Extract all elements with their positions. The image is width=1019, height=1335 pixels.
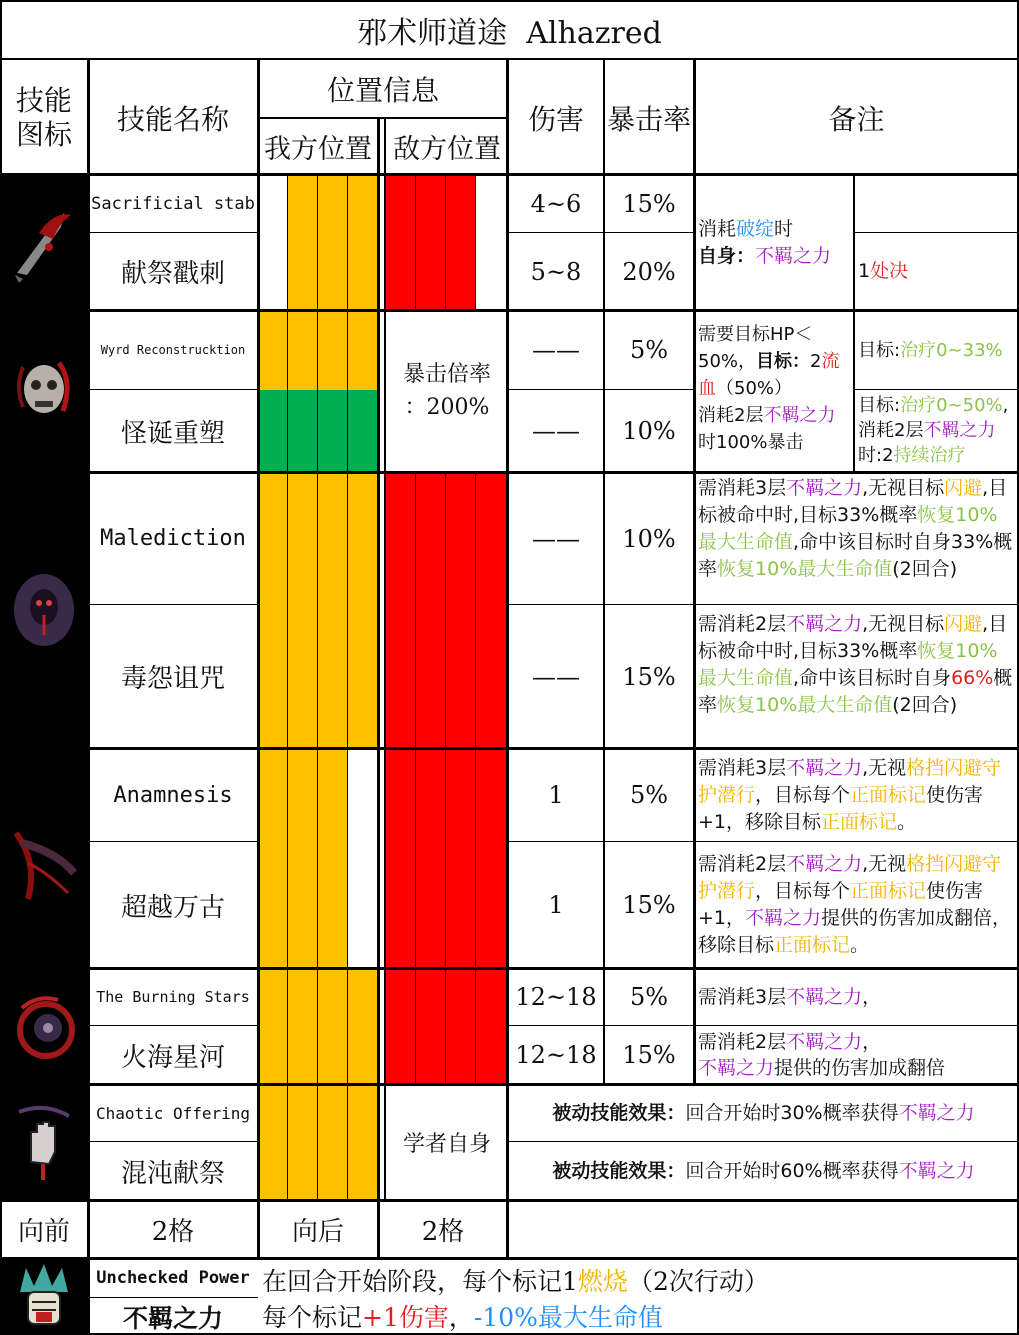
damage-value: —— bbox=[532, 417, 580, 445]
grid-line bbox=[693, 58, 696, 1084]
note-sacrificial: 消耗破绽时 自身：不羁之力 bbox=[698, 217, 832, 267]
move-forward-label: 向前 bbox=[17, 1216, 70, 1247]
enemy-position-cell bbox=[386, 748, 416, 968]
grid-line bbox=[508, 1141, 1019, 1142]
grid-line bbox=[694, 841, 1019, 842]
enemy-position-cell bbox=[446, 175, 476, 310]
damage-value: 1 bbox=[548, 781, 564, 809]
damage-value: 12~18 bbox=[515, 1041, 597, 1069]
grid-line bbox=[508, 841, 694, 842]
enemy-position-cell bbox=[446, 968, 476, 1084]
crit-value: 15% bbox=[622, 190, 676, 218]
note-chaotic: 被动技能效果： 回合开始时30%概率获得 不羁之力 bbox=[552, 1101, 975, 1124]
note-malediction-b: 需消耗2层不羁之力,无视目标闪避,目标被命中时,目标33%概率恢复10%最大生命值,命中该目标时自身66%概率恢复10%最大生命值(2回合) bbox=[698, 613, 1013, 716]
enemy-position-cell bbox=[416, 472, 446, 748]
ally-heal-position-cell bbox=[348, 390, 378, 472]
trait-line-1: 在回合开始阶段，每个标记1 燃烧 （2次行动） bbox=[262, 1267, 769, 1296]
ally-position-cell bbox=[288, 310, 318, 390]
grid-line bbox=[257, 58, 260, 1258]
ally-position-cell bbox=[348, 175, 378, 310]
grid-line bbox=[694, 604, 1019, 605]
enemy-position-cell bbox=[386, 472, 416, 748]
note-burning: 需消耗3层 不羁之力 ， bbox=[698, 985, 882, 1008]
grid-line bbox=[347, 175, 348, 1200]
enemy-position-cell bbox=[446, 748, 476, 968]
grid-line bbox=[0, 309, 1019, 312]
page-title bbox=[0, 0, 1019, 60]
skill-cn-wyrd: 怪诞重塑 bbox=[120, 418, 225, 449]
grid-line bbox=[0, 1199, 1019, 1202]
shadow-curse-icon bbox=[0, 472, 88, 748]
ally-position-cell bbox=[318, 310, 348, 390]
enemy-position-cell bbox=[386, 968, 416, 1084]
crit-value: 10% bbox=[622, 417, 676, 445]
grid-line bbox=[0, 173, 1019, 176]
enemy-position-cell bbox=[476, 472, 506, 748]
grid-line bbox=[0, 1083, 1019, 1086]
grid-line bbox=[415, 175, 416, 310]
ally-position-cell bbox=[318, 1084, 348, 1200]
enemy-position-cell bbox=[386, 175, 416, 310]
ally-position-cell bbox=[348, 968, 378, 1084]
grid-line bbox=[0, 967, 1019, 970]
grid-line bbox=[854, 389, 1019, 390]
ally-position-cell bbox=[318, 472, 348, 748]
grid-line bbox=[415, 472, 416, 1084]
header-name: 技能名称 bbox=[116, 102, 229, 136]
damage-value: —— bbox=[532, 336, 580, 364]
grid-line bbox=[0, 471, 1019, 474]
skill-cn-anamnesis: 超越万古 bbox=[120, 892, 225, 923]
header-ally-pos: 我方位置 bbox=[264, 134, 372, 165]
damage-value: 5~8 bbox=[530, 257, 582, 286]
enemy-position-cell bbox=[446, 472, 476, 748]
ally-heal-position-cell bbox=[288, 390, 318, 472]
note-anamnesis: 需消耗3层不羁之力,无视格挡闪避守护潜行，目标每个正面标记使伤害+1，移除目标正面标记。 bbox=[698, 757, 1002, 833]
trait-en: Unchecked Power bbox=[96, 1268, 250, 1288]
grid-line bbox=[853, 175, 855, 472]
skill-en-anamnesis: Anamnesis bbox=[113, 782, 233, 808]
grid-line bbox=[258, 117, 508, 119]
title-text: 邪术师道途 Alhazred bbox=[357, 16, 662, 51]
skill-cn-chaotic: 混沌献祭 bbox=[120, 1158, 225, 1189]
grid-line bbox=[854, 232, 1019, 233]
grid-line bbox=[508, 232, 694, 233]
damage-value: 4~6 bbox=[530, 190, 582, 218]
grid-line bbox=[445, 472, 446, 1084]
crit-value: 5% bbox=[629, 336, 669, 364]
ally-position-cell bbox=[288, 472, 318, 748]
grid-line bbox=[508, 1025, 694, 1026]
header-crit: 暴击率 bbox=[606, 102, 691, 136]
ally-heal-position-cell bbox=[318, 390, 348, 472]
note-chaotic-b: 被动技能效果： 回合开始时60%概率获得 不羁之力 bbox=[552, 1159, 975, 1182]
ally-position-cell bbox=[288, 748, 318, 968]
grid-line bbox=[88, 389, 258, 390]
crit-value: 15% bbox=[622, 662, 676, 691]
grid-line bbox=[0, 0, 1019, 2]
enemy-position-cell bbox=[416, 175, 446, 310]
ally-position-cell bbox=[318, 748, 348, 968]
damage-value: —— bbox=[532, 662, 580, 691]
grid-line bbox=[445, 175, 446, 310]
header-note: 备注 bbox=[828, 102, 885, 136]
enemy-position-cell bbox=[476, 748, 506, 968]
grid-line bbox=[0, 58, 1019, 60]
ally-position-cell bbox=[288, 968, 318, 1084]
ally-position-cell bbox=[318, 175, 348, 310]
note-wyrd-c: 目标:治疗0~50%,消耗2层不羁之力时:2持续治疗 bbox=[858, 395, 1009, 466]
move-back-label: 向后 bbox=[291, 1216, 344, 1247]
crit-value: 20% bbox=[622, 257, 676, 286]
crit-value: 5% bbox=[629, 983, 669, 1011]
burning-orb-icon bbox=[0, 968, 88, 1084]
grid-line bbox=[88, 1141, 258, 1142]
grid-line bbox=[508, 389, 694, 390]
damage-value: 12~18 bbox=[515, 983, 597, 1011]
bloody-dagger-icon bbox=[0, 175, 88, 310]
grid-line bbox=[0, 0, 2, 1335]
enemy-position-cell bbox=[476, 968, 506, 1084]
grid-line bbox=[377, 1200, 380, 1258]
grid-line bbox=[384, 117, 386, 175]
trait-line-2: 每个标记 +1伤害 ， -10%最大生命值 bbox=[262, 1303, 663, 1332]
skill-en-wyrd: Wyrd Reconstrucktion bbox=[100, 343, 246, 357]
skill-cn-malediction: 毒怨诅咒 bbox=[120, 664, 225, 694]
crit-value: 5% bbox=[629, 781, 669, 809]
damage-value: —— bbox=[532, 524, 580, 553]
ally-position-cell bbox=[288, 1084, 318, 1200]
raised-fist-icon bbox=[0, 1258, 88, 1335]
grid-line bbox=[694, 1025, 1019, 1026]
skill-en-sacrificial: Sacrificial stab bbox=[91, 194, 255, 214]
grid-line bbox=[317, 175, 318, 1200]
ally-position-cell bbox=[258, 748, 288, 968]
skill-en-chaotic: Chaotic Offering bbox=[95, 1103, 251, 1123]
ally-position-cell bbox=[318, 968, 348, 1084]
skill-cn-sacrificial: 献祭戳刺 bbox=[120, 259, 225, 289]
skill-cn-burning: 火海星河 bbox=[120, 1042, 225, 1073]
damage-value: 1 bbox=[548, 891, 564, 919]
note-sacrificial-b: 1 处决 bbox=[858, 260, 909, 282]
note-malediction: 需消耗3层不羁之力,无视目标闪避,目标被命中时,目标33%概率恢复10%最大生命值,命中该目标时自身33%概率恢复10%最大生命值(2回合) bbox=[698, 477, 1013, 580]
move-back-value: 2格 bbox=[421, 1216, 465, 1247]
note-wyrd: 需要目标HP＜50%，目标：2流血（50%） 消耗2层不羁之力时100%暴击 bbox=[698, 324, 840, 453]
ally-position-cell bbox=[348, 1084, 378, 1200]
enemy-position-cell bbox=[416, 748, 446, 968]
grid-line bbox=[88, 841, 258, 842]
ally-position-cell bbox=[348, 310, 378, 390]
trait-cn: 不羁之力 bbox=[122, 1303, 223, 1333]
header-icon: 技能 图标 bbox=[15, 83, 72, 151]
grid-line bbox=[508, 604, 694, 605]
ally-position-cell bbox=[258, 1084, 288, 1200]
grid-line bbox=[88, 1025, 258, 1026]
note-wyrd-b: 目标: 治疗0~33% bbox=[858, 339, 1003, 361]
grid-line bbox=[0, 747, 1019, 750]
grid-line bbox=[87, 58, 90, 1335]
enemy-position-cell bbox=[416, 968, 446, 1084]
crit-multiplier: 暴击倍率 ：200% bbox=[386, 310, 508, 472]
grid-line bbox=[88, 1297, 258, 1298]
grid-line bbox=[287, 175, 288, 1200]
crit-value: 15% bbox=[622, 1041, 676, 1069]
skill-en-burning: The Burning Stars bbox=[96, 988, 250, 1006]
header-damage: 伤害 bbox=[527, 102, 584, 136]
grid-line bbox=[88, 604, 258, 605]
ally-position-cell bbox=[288, 175, 318, 310]
grid-line bbox=[475, 472, 476, 1084]
crimson-slash-icon bbox=[0, 748, 88, 968]
ally-position-cell bbox=[258, 968, 288, 1084]
header-enemy-pos: 敌方位置 bbox=[393, 134, 501, 165]
crit-value: 15% bbox=[622, 891, 676, 919]
ally-position-cell bbox=[348, 472, 378, 748]
note-burning-b: 需消耗2层不羁之力， 不羁之力提供的伤害加成翻倍 bbox=[698, 1031, 946, 1079]
note-anamnesis-b: 需消耗2层不羁之力,无视格挡闪避守护潜行，目标每个正面标记使伤害+1，不羁之力提供的伤害加成翻倍，移除目标正面标记。 bbox=[698, 853, 1012, 956]
grid-line bbox=[0, 1257, 1019, 1260]
grid-line bbox=[506, 58, 509, 1258]
grid-line bbox=[88, 232, 258, 233]
grid-line bbox=[475, 175, 476, 310]
grid-line bbox=[384, 175, 386, 1200]
crit-value: 10% bbox=[622, 524, 676, 553]
skull-face-icon bbox=[0, 310, 88, 472]
move-forward-value: 2格 bbox=[151, 1216, 195, 1247]
skill-en-malediction: Malediction bbox=[100, 526, 246, 551]
ally-position-cell bbox=[258, 472, 288, 748]
ally-position-cell bbox=[258, 310, 288, 390]
grid-line bbox=[377, 117, 380, 1200]
header-position: 位置信息 bbox=[326, 74, 439, 107]
self-target: 学者自身 bbox=[386, 1084, 508, 1200]
grid-line bbox=[603, 58, 605, 1084]
ally-heal-position-cell bbox=[258, 390, 288, 472]
bleeding-hand-icon bbox=[0, 1084, 88, 1200]
